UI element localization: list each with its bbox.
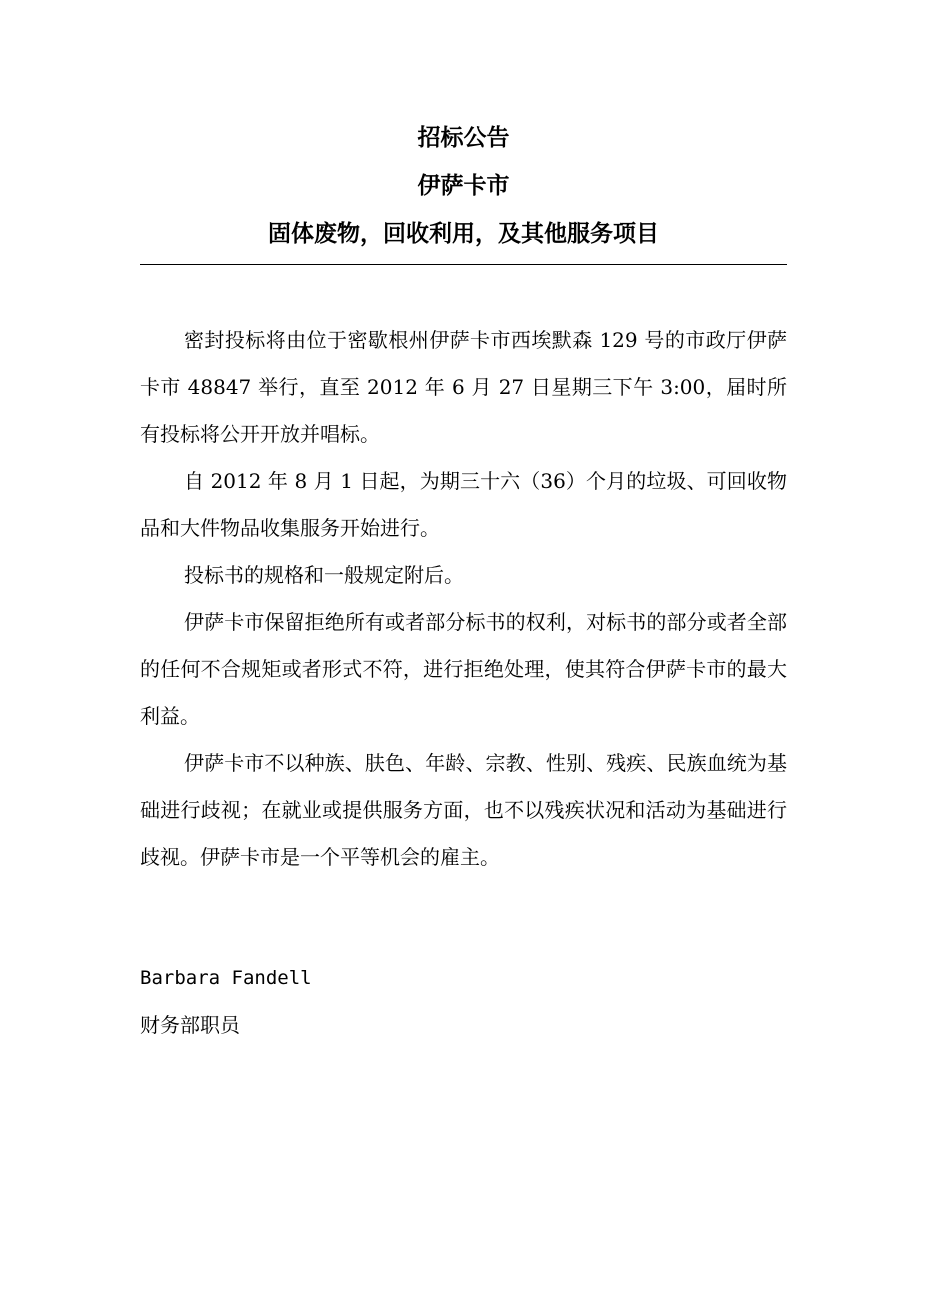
document-header <box>140 118 787 262</box>
paragraph-non-discrimination: 伊萨卡市不以种族、肤色、年龄、宗教、性别、残疾、民族血统为基础进行歧视；在就业或提供服务方面，也不以残疾状况和活动为基础进行歧视。伊萨卡市是一个平等机会的雇主。 <box>140 751 787 869</box>
signer-name: Barbara Fandell <box>140 967 312 989</box>
project-title: 固体废物，回收利用，及其他服务项目 <box>268 221 659 247</box>
document-page <box>140 118 787 1049</box>
paragraph-specifications: 投标书的规格和一般规定附后。 <box>184 563 464 587</box>
document-title: 招标公告 <box>417 125 510 151</box>
notice-body <box>140 317 787 881</box>
signer-title: 财务部职员 <box>140 1013 240 1037</box>
header-divider <box>140 264 787 265</box>
paragraph-service-period: 自 2012 年 8 月 1 日起，为期三十六（36）个月的垃圾、可回收物品和大件物品收集服务开始进行。 <box>140 469 787 540</box>
paragraph-rejection-rights: 伊萨卡市保留拒绝所有或者部分标书的权利，对标书的部分或者全部的任何不合规矩或者形式不符，进行拒绝处理，使其符合伊萨卡市的最大利益。 <box>140 610 787 728</box>
signature-block <box>140 955 787 1049</box>
city-name: 伊萨卡市 <box>417 173 510 199</box>
paragraph-bid-opening: 密封投标将由位于密歇根州伊萨卡市西埃默森 129 号的市政厅伊萨卡市 48847 举行，直至 2012 年 6 月 27 日星期三下午 3:00，届时所有投标将公开开放并唱标。 <box>140 328 787 446</box>
